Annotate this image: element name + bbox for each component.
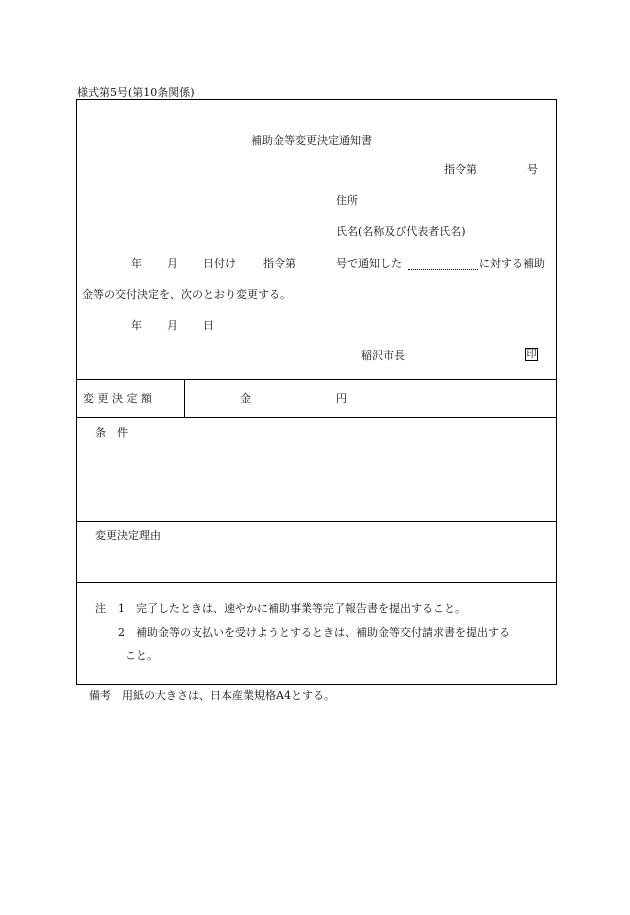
note-1-number: 1 [118, 602, 125, 615]
divider [76, 582, 557, 583]
reason-label: 変更決定理由 [95, 529, 161, 542]
form-number-label: 様式第5号(第10条関係) [77, 86, 195, 99]
date-month: 月 [167, 319, 178, 332]
body-after-blank: に対する補助 [479, 257, 545, 270]
conditions-label: 条 件 [95, 426, 128, 439]
note-2-text: 補助金等の支払いを受けようとするときは、補助金等交付請求書を提出する [136, 626, 510, 639]
notes-prefix: 注 [95, 602, 106, 615]
divider [76, 417, 557, 418]
amount-unit: 円 [336, 392, 347, 405]
blank-line [408, 269, 478, 270]
amount-currency: 金 [240, 392, 251, 405]
directive-number-suffix: 号 [527, 163, 538, 176]
note-2-number: 2 [118, 626, 125, 639]
remark-text: 備考 用紙の大きさは、日本産業規格A4とする。 [89, 689, 335, 702]
document-title: 補助金等変更決定通知書 [251, 134, 372, 147]
divider [76, 379, 557, 380]
issuer-name: 稲沢市長 [361, 349, 405, 362]
note-1-text: 完了したときは、速やかに補助事業等完了報告書を提出すること。 [136, 602, 466, 615]
divider [184, 379, 185, 417]
directive-number-prefix: 指令第 [444, 163, 477, 176]
body-year: 年 [131, 257, 142, 270]
recipient-name-label: 氏名(名称及び代表者氏名) [336, 225, 466, 238]
body-month: 月 [167, 257, 178, 270]
note-2-continuation: こと。 [125, 649, 158, 662]
recipient-address-label: 住所 [336, 194, 358, 207]
seal-mark: 印 [526, 349, 537, 360]
body-directive-prefix: 指令第 [263, 257, 296, 270]
body-day-dated: 日付け [203, 257, 236, 270]
date-year: 年 [131, 319, 142, 332]
divider [76, 521, 557, 522]
body-line-2: 金等の交付決定を、次のとおり変更する。 [82, 288, 291, 301]
body-notice-text: 号で通知した [336, 257, 402, 270]
amount-label: 変 更 決 定 額 [83, 392, 152, 405]
date-day: 日 [203, 319, 214, 332]
